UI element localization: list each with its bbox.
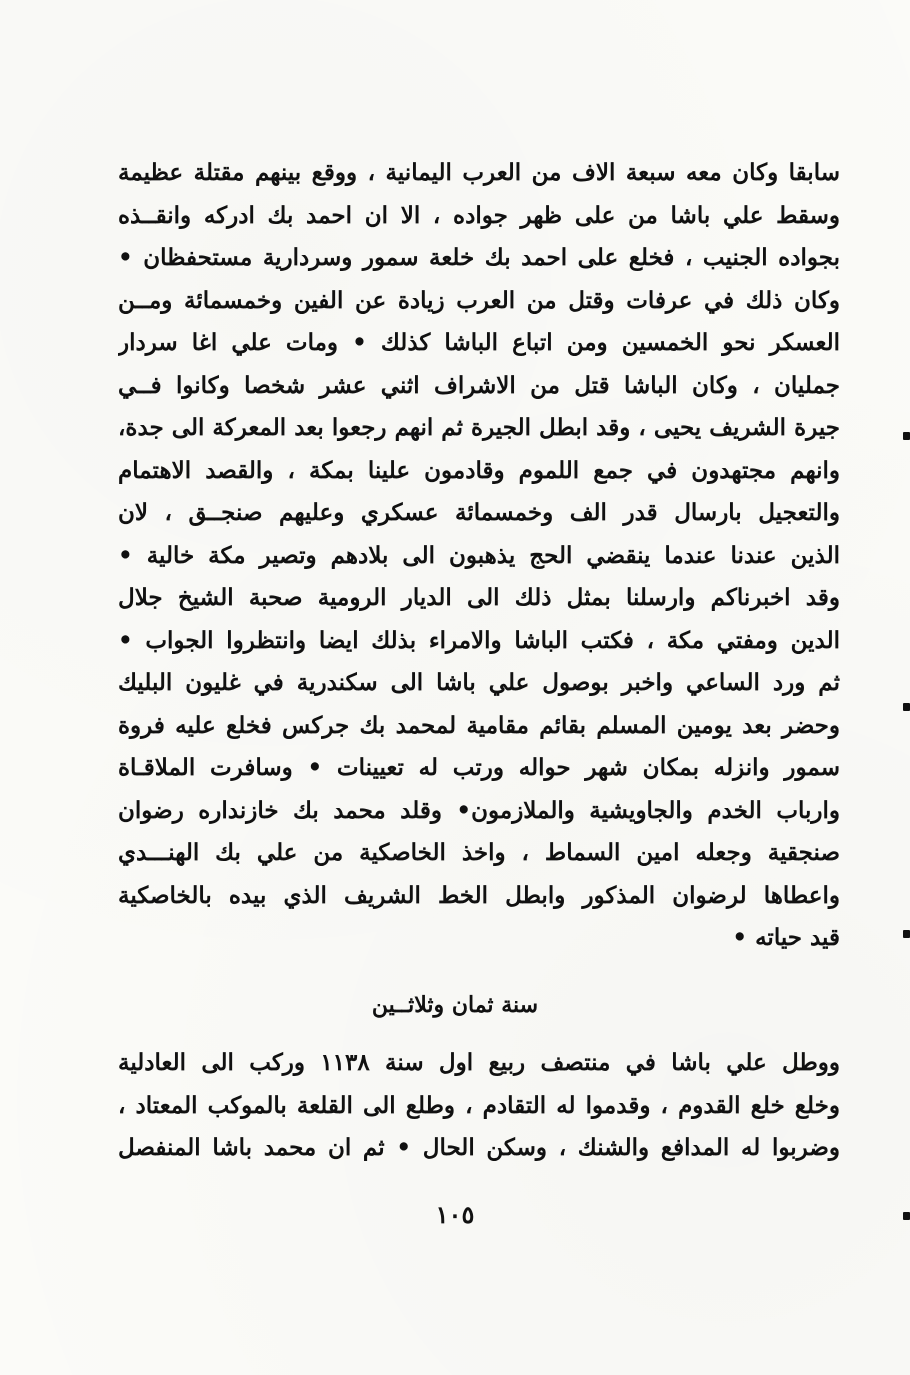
- scan-mark: [903, 703, 910, 711]
- page-number: ١٠٥: [435, 1200, 475, 1229]
- text-line: سمور وانزله بمكان شهر حواله ورتب له تعيينات • وسافرت الملاقـاة: [118, 754, 840, 781]
- text-line: وسقط علي باشا من على ظهر جواده ، الا ان احمد بك ادركه وانقــذه: [118, 201, 840, 229]
- text-line: صنجقية وجعله امين السماط ، واخذ الخاصكية من علي بك الهنـــدي: [118, 839, 840, 866]
- section-text: [118, 1042, 840, 1170]
- text-line: وارباب الخدم والجاويشية والملازمون• وقلد محمد بك خازنداره رضوان: [118, 796, 840, 824]
- text-line: سابقا وكان معه سبعة الاف من العرب اليمانية ، ووقع بينهم مقتلة عظيمة: [118, 159, 840, 186]
- text-line: بجواده الجنيب ، فخلع على احمد بك خلعة سمور وسردارية مستحفظان •: [118, 244, 840, 271]
- text-line: جمليان ، وكان الباشا قتل من الاشراف اثني عشر شخصا وكانوا فــي: [118, 371, 840, 399]
- text-line: وضربوا له المدافع والشنك ، وسكن الحال • ثم ان محمد باشا المنفصل: [118, 1134, 840, 1161]
- scan-mark: [903, 432, 910, 440]
- text-line: العسكر نحو الخمسين ومن اتباع الباشا كذلك • ومات علي اغا سردار: [118, 329, 840, 356]
- text-line: ثم ورد الساعي واخبر بوصول علي باشا الى سكندرية في غليون البليك: [118, 669, 840, 696]
- text-line: قيد حياته •: [732, 924, 840, 951]
- text-line: الذين عندنا عندما ينقضي الحج يذهبون الى بلادهم وتصير مكة خالية •: [118, 541, 840, 569]
- text-line: الدين ومفتي مكة ، فكتب الباشا والامراء بذلك ايضا وانتظروا الجواب •: [118, 626, 840, 654]
- scan-mark: [903, 1212, 910, 1220]
- text-line: وانهم مجتهدون في جمع اللموم وقادمون علينا بمكة ، والقصد الاهتمام: [118, 456, 840, 484]
- text-line: واعطاها لرضوان المذكور وابطل الخط الشريف الذي بيده بالخاصكية: [118, 881, 840, 909]
- body-text: [118, 152, 840, 960]
- text-line: وقد اخبرناكم وارسلنا بمثل ذلك الى الديار الرومية صحبة الشيخ جلال: [118, 584, 840, 611]
- text-line: وخلع خلع القدوم ، وقدموا له التقادم ، وطلع الى القلعة بالموكب المعتاد ،: [118, 1091, 840, 1119]
- text-line: وحضر بعد يومين المسلم بقائم مقامية لمحمد بك جركس فخلع عليه فروة: [118, 711, 840, 739]
- text-line: جيرة الشريف يحيى ، وقد ابطل الجيرة ثم انهم رجعوا بعد المعركة الى جدة،: [118, 414, 840, 441]
- text-line: وكان ذلك في عرفات وقتل من العرب زيادة عن الفين وخمسمائة ومــن: [118, 286, 840, 314]
- text-line: ووطل علي باشا في منتصف ربيع اول سنة ١١٣٨ وركب الى العادلية: [118, 1049, 840, 1076]
- text-line: والتعجيل بارسال قدر الف وخمسمائة عسكري وعليهم صنجــق ، لان: [118, 499, 840, 526]
- section-heading: سنة ثمان وثلاثــين: [371, 992, 539, 1018]
- scan-mark: [903, 930, 910, 938]
